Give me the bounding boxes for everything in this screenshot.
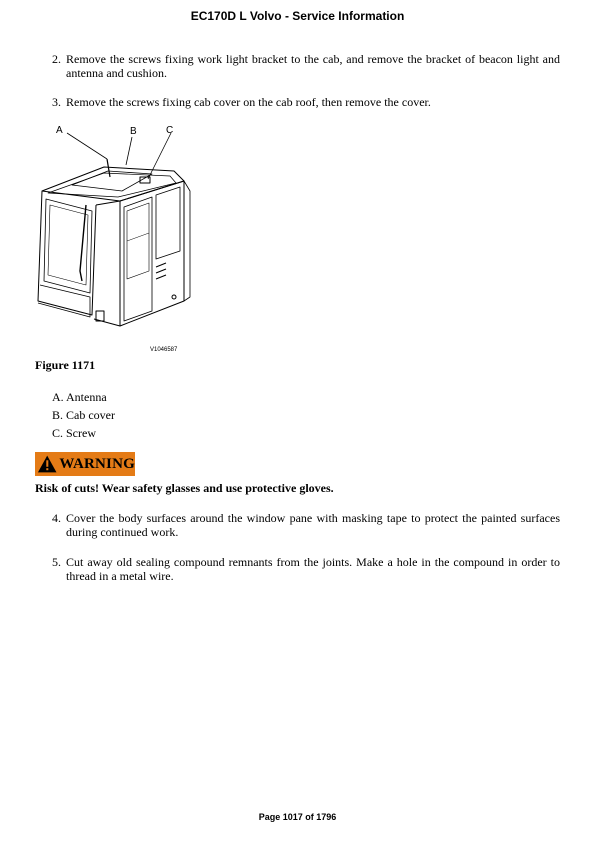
- callout-b: B: [130, 126, 137, 137]
- step-text: Remove the screws fixing cab cover on the cab roof, then remove the cover.: [66, 95, 431, 109]
- figure-image-id: V1046587: [150, 347, 178, 353]
- legend-item: C. Screw: [52, 426, 96, 440]
- document-header: EC170D L Volvo - Service Information: [190, 9, 405, 23]
- warning-banner: [35, 452, 135, 476]
- step-text: Cut away old sealing compound remnants from the joints. Make a hole in the compound in order to thread in a metal wire.: [66, 555, 560, 583]
- figure-legend: [52, 388, 115, 442]
- step-4: [52, 511, 560, 539]
- step-3: [52, 95, 560, 109]
- step-2: [52, 52, 560, 80]
- step-number: 5.: [52, 555, 61, 569]
- callout-a: A: [56, 125, 63, 136]
- page-footer: Page 1017 of 1796: [258, 812, 337, 822]
- step-number: 2.: [52, 52, 61, 66]
- step-number: 4.: [52, 511, 61, 525]
- warning-triangle-icon: [37, 454, 57, 474]
- step-text: Remove the screws fixing work light bracket to the cab, and remove the bracket of beacon light and antenna and cushion.: [66, 52, 560, 80]
- step-5: [52, 555, 560, 583]
- warning-text: Risk of cuts! Wear safety glasses and use protective gloves.: [35, 481, 334, 495]
- cab-illustration: [34, 121, 194, 357]
- cab-figure: [34, 121, 194, 357]
- legend-item: A. Antenna: [52, 390, 107, 404]
- figure-caption: Figure 1171: [35, 358, 96, 372]
- warning-label: WARNING: [59, 455, 135, 472]
- step-text: Cover the body surfaces around the window pane with masking tape to protect the painted surfaces during continued work.: [66, 511, 560, 539]
- step-number: 3.: [52, 95, 61, 109]
- legend-item: B. Cab cover: [52, 408, 115, 422]
- callout-c: C: [166, 125, 174, 136]
